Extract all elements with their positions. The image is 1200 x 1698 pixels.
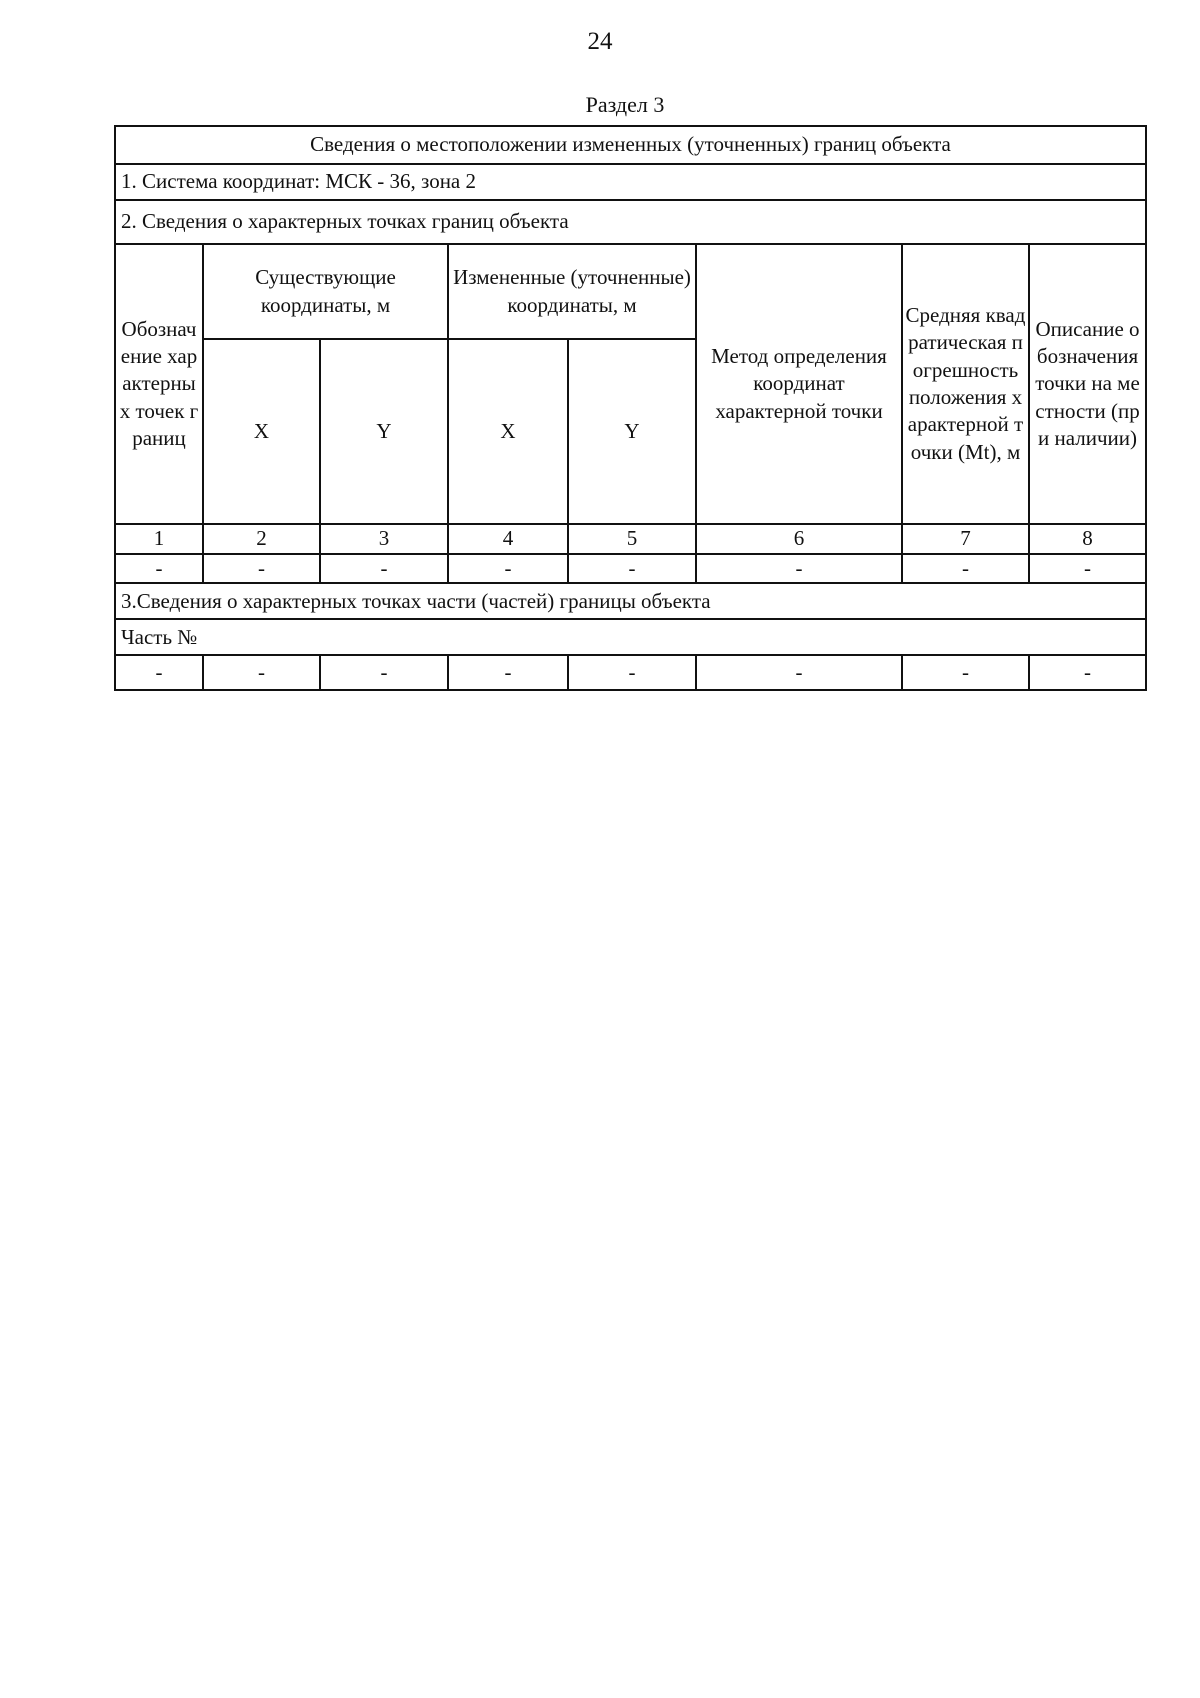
coordinate-system: 1. Система координат: МСК - 36, зона 2 [115,164,1146,200]
table-cell: - [902,554,1029,583]
column-number: 1 [115,524,203,554]
column-number: 3 [320,524,448,554]
table-cell: - [902,655,1029,690]
column-number: 7 [902,524,1029,554]
column-number: 6 [696,524,902,554]
table-cell: - [115,554,203,583]
header-existing-y: Y [320,339,448,524]
table-cell: - [203,554,320,583]
header-existing-x: X [203,339,320,524]
table-cell: - [115,655,203,690]
column-number-row [115,524,1146,554]
header-mean-error: Средняя квадратическая погрешность положения характерной точки (Mt), м [902,244,1029,524]
boundary-points-table [114,125,1147,691]
table-row [115,655,1146,690]
page-number: 24 [587,28,613,55]
parts-section-heading: 3.Сведения о характерных точках части (частей) границы объекта [115,583,1146,619]
table-cell: - [203,655,320,690]
table-cell: - [320,554,448,583]
part-number-label: Часть № [115,619,1146,655]
table-cell: - [448,554,568,583]
header-description: Описание обозначения точки на местности (при наличии) [1029,244,1146,524]
table-cell: - [568,554,696,583]
table-cell: - [448,655,568,690]
table-cell: - [696,554,902,583]
section-title: Раздел 3 [585,92,665,117]
table-cell: - [1029,655,1146,690]
table-title: Сведения о местоположении измененных (уточненных) границ объекта [115,126,1146,164]
table-cell: - [1029,554,1146,583]
column-number: 2 [203,524,320,554]
column-number: 4 [448,524,568,554]
table-cell: - [568,655,696,690]
header-existing-coordinates: Существующие координаты, м [203,244,448,339]
column-number: 5 [568,524,696,554]
column-number: 8 [1029,524,1146,554]
header-designation: Обозначение характерных точек границ [115,244,203,524]
header-changed-coordinates: Измененные (уточненные) координаты, м [448,244,696,339]
header-changed-y: Y [568,339,696,524]
table-row [115,554,1146,583]
table-cell: - [320,655,448,690]
header-changed-x: X [448,339,568,524]
table-cell: - [696,655,902,690]
header-method: Метод определения координат характерной точки [696,244,902,524]
points-section-heading: 2. Сведения о характерных точках границ объекта [115,200,1146,244]
